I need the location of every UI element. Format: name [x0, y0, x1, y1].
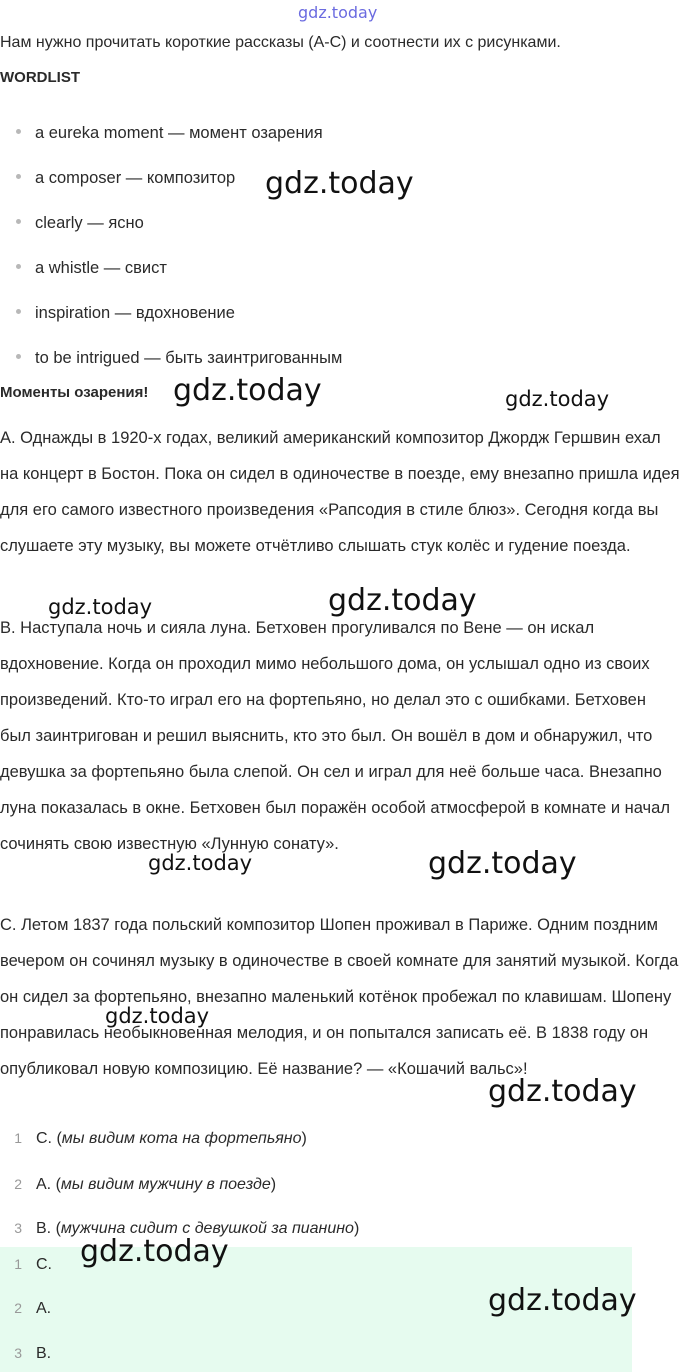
section-title: Моменты озарения! [0, 384, 149, 401]
bullet-icon [16, 309, 21, 314]
watermark: gdz.today [80, 1234, 229, 1269]
wordlist-heading: WORDLIST [0, 69, 80, 86]
watermark: gdz.today [105, 1004, 210, 1028]
bullet-icon [16, 264, 21, 269]
watermark: gdz.today [265, 166, 414, 201]
intro-text: Нам нужно прочитать короткие рассказы (A-C) и соотнести их с рисунками. [0, 34, 561, 51]
watermark: gdz.today [488, 1074, 637, 1109]
bullet-icon [16, 219, 21, 224]
watermark: gdz.today [173, 373, 322, 408]
watermark: gdz.today [148, 851, 253, 875]
match-item: 2 A. (мы видим мужчину в поезде) [14, 1176, 277, 1193]
match-item: 3 B. (мужчина сидит с девушкой за пианино) [14, 1220, 360, 1237]
match-item: 1 C. (мы видим кота на фортепьяно) [14, 1130, 307, 1147]
wordlist-item: a whistle — свист [16, 259, 167, 278]
wordlist-item: a eureka moment — момент озарения [16, 124, 323, 143]
story-b: B. Наступала ночь и сияла луна. Бетховен прогуливался по Вене — он искал вдохновение. Когда он проходил мимо небольшого дома, он услышал одно из своих произведений. Кто-то играл его на фортепьяно, но делал это с ошибками. Бетховен был заинтригован и решил выяснить, кто это был. Он вошёл в дом и обнаружил, что девушка за фортепьяно была слепой. Он сел и играл для неё больше часа. Внезапно луна показалась в окне. Бетховен был поражён особой атмосферой в комнате и начал сочинять свою известную «Лунную сонату». [0, 619, 670, 853]
watermark: gdz.today [505, 387, 610, 411]
watermark-top: gdz.today [298, 3, 378, 22]
story-c: C. Летом 1837 года польский композитор Шопен проживал в Париже. Одним поздним вечером он сочинял музыку в одиночестве в своей комнате для занятий музыкой. Когда он сидел за фортепьяно, внезапно маленький котёнок пробежал по клавишам. Шопену понравилась необыкновенная мелодия, и он попытался записать её. В 1838 году он опубликовал новую композицию. Её название? — «Кошачий вальс»! [0, 916, 679, 1078]
wordlist-item: clearly — ясно [16, 214, 144, 233]
bullet-icon [16, 174, 21, 179]
answer-item: 2 A. [14, 1300, 52, 1317]
wordlist-item: a composer — композитор [16, 169, 235, 188]
answer-item: 3 B. [14, 1345, 52, 1362]
bullet-icon [16, 354, 21, 359]
answer-item: 1 C. [14, 1256, 52, 1273]
watermark: gdz.today [428, 846, 577, 881]
watermark: gdz.today [48, 595, 153, 619]
watermark: gdz.today [488, 1283, 637, 1318]
story-a: A. Однажды в 1920-х годах, великий американский композитор Джордж Гершвин ехал на концерт в Бостон. Пока он сидел в одиночестве в поезде, ему внезапно пришла идея для его самого известного произведения «Рапсодия в стиле блюз». Сегодня когда вы слушаете эту музыку, вы можете отчётливо слышать стук колёс и гудение поезда. [0, 429, 680, 555]
watermark: gdz.today [328, 583, 477, 618]
bullet-icon [16, 129, 21, 134]
wordlist-item: to be intrigued — быть заинтригованным [16, 349, 342, 368]
wordlist-item: inspiration — вдохновение [16, 304, 235, 323]
